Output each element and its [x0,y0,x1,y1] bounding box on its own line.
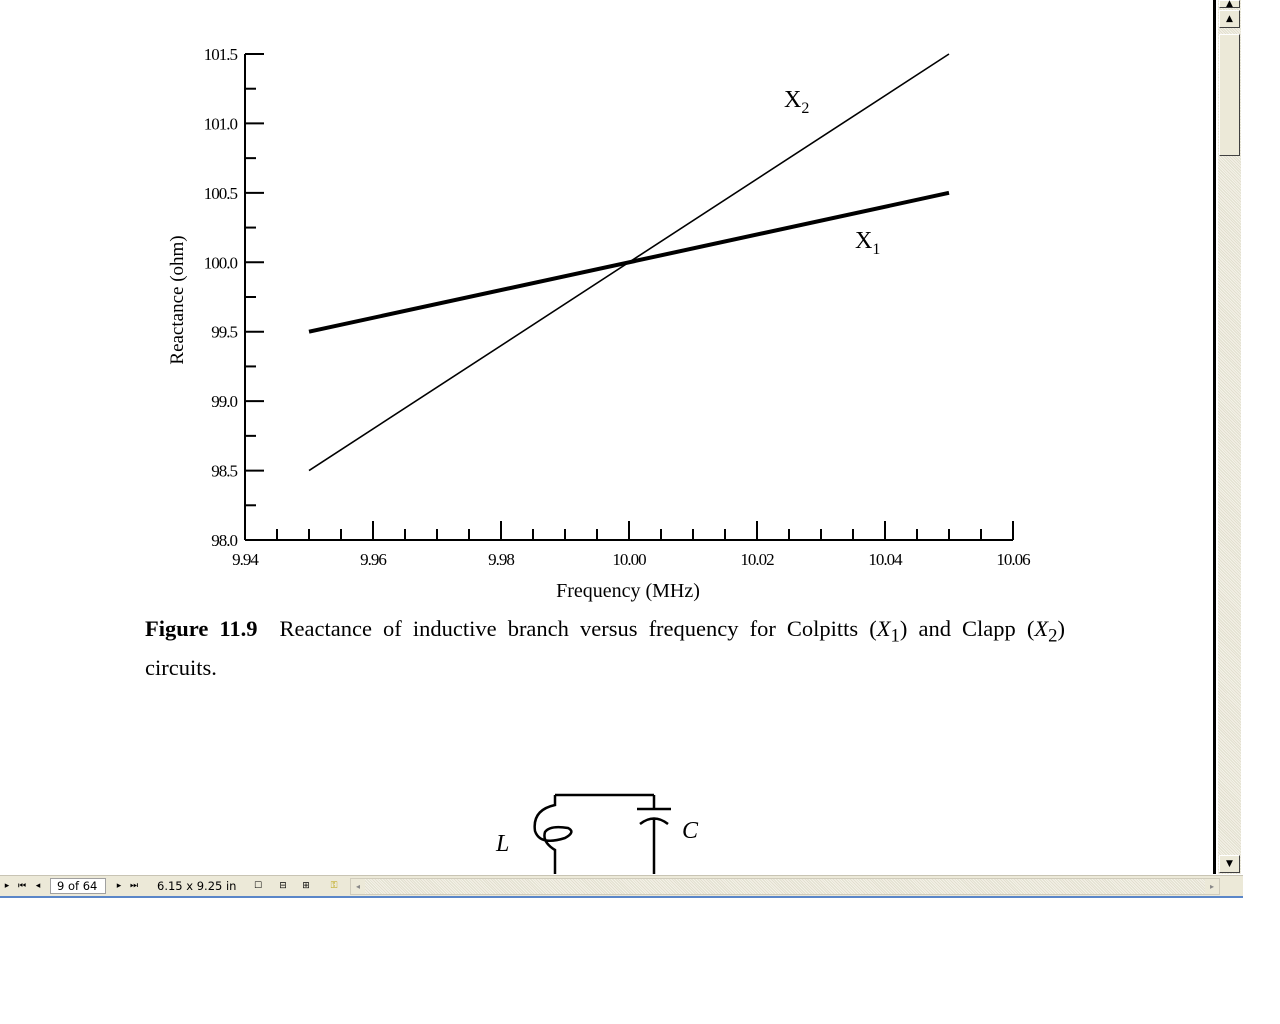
figure-caption: Figure 11.9 Reactance of inductive branch versus frequency for Colpitts $(X_1)$ and Clapp $(X_2)$ circuits. [145,616,1065,680]
last-page-icon[interactable]: ⏭ [129,881,139,891]
scroll-left-icon[interactable]: ◂ [351,879,365,894]
window-divider [0,896,1243,898]
facing-pages-layout-icon[interactable]: ⊞ [302,881,310,891]
series-label-x2: $X_2$ [784,87,810,117]
scroll-right-icon[interactable]: ▸ [1205,879,1219,894]
series-line-x2 [309,54,949,471]
capacitor-label: C [682,818,699,844]
chart-ticks [204,45,1030,569]
caption-label: Figure 11.9 [145,616,258,641]
y-tick-label: 99.5 [211,322,237,342]
x-axis-label: Frequency (MHz) [556,580,700,602]
x-tick-label: 9.98 [488,550,514,569]
chart-axes [245,54,1013,540]
y-tick-label: 101.5 [203,45,237,64]
page-size-readout: 6.15 x 9.25 in [157,879,237,893]
single-page-layout-icon[interactable]: ☐ [253,881,263,891]
first-page-icon[interactable]: ⏮ [17,881,27,891]
continuous-layout-icon[interactable]: ⊟ [279,881,287,891]
y-tick-label: 100.5 [203,183,237,203]
page-number-field[interactable]: 9 of 64 [50,878,106,894]
chart-series [309,54,949,471]
scroll-up-icon[interactable]: ▲ [1219,10,1240,28]
caption-line1: Reactance of inductive branch versus frequency for Colpitts ( [279,616,877,641]
y-tick-label: 99.0 [211,392,237,412]
x-tick-label: 9.94 [232,550,258,569]
x-tick-label: 10.06 [996,550,1030,569]
x-tick-label: 10.04 [868,550,902,569]
vertical-scroll-thumb[interactable] [1219,34,1240,156]
y-tick-label: 98.5 [211,461,237,481]
status-bar [0,875,1243,897]
x-tick-label: 10.00 [612,550,646,569]
expand-icon[interactable]: ▸ [4,881,10,891]
vertical-scrollbar[interactable] [1218,0,1241,874]
scroll-down-icon[interactable]: ▼ [1219,855,1240,873]
series-label-x1: $X_1$ [855,228,881,258]
previous-page-icon[interactable]: ◂ [35,881,41,891]
y-axis-label: Reactance (ohm) [167,235,188,365]
y-tick-label: 100.0 [203,253,237,273]
y-tick-label: 101.0 [203,114,237,134]
next-page-icon[interactable]: ▸ [116,881,122,891]
horizontal-scrollbar[interactable] [350,878,1220,895]
inductor-label: L [496,831,510,857]
x-tick-label: 10.02 [740,550,774,569]
y-tick-label: 98.0 [211,531,237,550]
circuit-diagram [480,780,720,874]
key-icon[interactable]: ⚿ [330,881,338,891]
scroll-top-icon[interactable]: ▲ [1219,0,1240,8]
page-edge [1213,0,1216,874]
x-tick-label: 9.96 [360,550,386,569]
